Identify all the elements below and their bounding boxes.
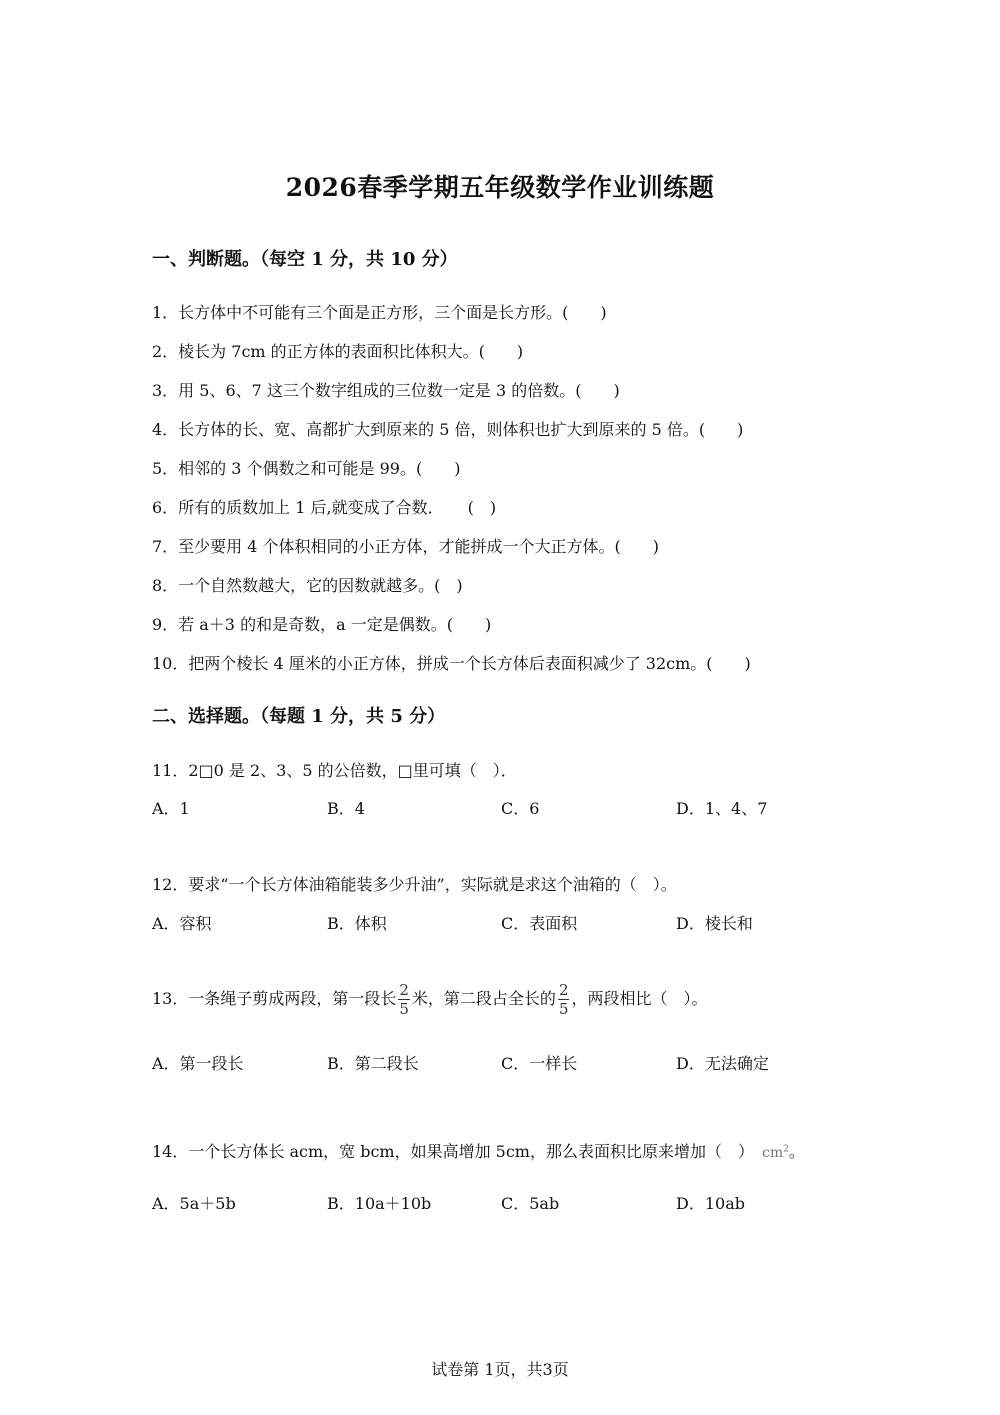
q14-text: 14．一个长方体长 acm，宽 bcm，如果高增加 5cm，那么表面积比原来增加（ ）: [152, 1142, 754, 1161]
judge-item-9: 9．若 a＋3 的和是奇数，a 一定是偶数。( ): [152, 615, 492, 634]
q13-text-part1: 13．一条绳子剪成两段，第一段长: [152, 989, 397, 1008]
judge-item-4: 4．长方体的长、宽、高都扩大到原来的 5 倍，则体积也扩大到原来的 5 倍。( ): [152, 420, 744, 439]
q11-option-d: D．1、4、7: [676, 799, 768, 818]
q11-option-b: B．4: [327, 799, 365, 818]
q11-option-a: A．1: [152, 799, 190, 818]
q13-option-b: B．第二段长: [327, 1054, 419, 1073]
q13-option-a: A．第一段长: [152, 1054, 244, 1073]
q14-end: 。: [788, 1142, 805, 1161]
judge-item-3: 3．用 5、6、7 这三个数字组成的三位数一定是 3 的倍数。( ): [152, 381, 620, 400]
judge-item-1: 1．长方体中不可能有三个面是正方形，三个面是长方形。( ): [152, 303, 607, 322]
unit-square-cm: $cm^2$: [761, 1144, 789, 1161]
section1-heading: 一、判断题。（每空 1 分，共 10 分）: [152, 249, 458, 270]
fraction-two-fifths: [558, 981, 570, 1018]
question-14: [152, 1139, 805, 1162]
q14-option-c: C．5ab: [501, 1194, 560, 1213]
page-footer: 试卷第 1页，共3页: [431, 1360, 569, 1379]
fraction-numerator: 2: [558, 981, 569, 999]
fraction-two-fifths: [398, 981, 410, 1018]
q12-option-c: C．表面积: [501, 914, 578, 933]
question-11: 11．2□0 是 2、3、5 的公倍数，□里可填（ ）．: [152, 761, 517, 780]
q13-option-c: C．一样长: [501, 1054, 578, 1073]
q14-option-d: D．10ab: [676, 1194, 745, 1213]
fraction-denominator: 5: [399, 1000, 409, 1018]
judge-item-5: 5．相邻的 3 个偶数之和可能是 99。( ): [152, 459, 461, 478]
question-13: [152, 981, 708, 1018]
judge-item-7: 7．至少要用 4 个体积相同的小正方体，才能拼成一个大正方体。( ): [152, 537, 660, 556]
q13-text-part2: 米，第二段占全长的: [411, 989, 556, 1008]
judge-item-10: 10．把两个棱长 4 厘米的小正方体，拼成一个长方体后表面积减少了 32cm。( ): [152, 654, 751, 673]
q11-option-c: C．6: [501, 799, 540, 818]
page-title: 2026春季学期五年级数学作业训练题: [285, 173, 715, 202]
judge-item-8: 8．一个自然数越大，它的因数就越多。( ): [152, 576, 463, 595]
q12-option-b: B．体积: [327, 914, 387, 933]
fraction-numerator: 2: [399, 981, 409, 999]
section2-heading: 二、选择题。（每题 1 分，共 5 分）: [152, 706, 446, 727]
judge-item-6: 6．所有的质数加上 1 后,就变成了合数． ( ): [152, 498, 497, 517]
judge-item-2: 2．棱长为 7cm 的正方体的表面积比体积大。( ): [152, 342, 524, 361]
q12-option-a: A．容积: [152, 914, 212, 933]
q14-option-b: B．10a＋10b: [327, 1194, 432, 1213]
q12-option-d: D．棱长和: [676, 914, 753, 933]
fraction-denominator: 5: [558, 1000, 569, 1018]
q13-option-d: D．无法确定: [676, 1054, 769, 1073]
q13-text-part3: ，两段相比（ ）。: [571, 989, 708, 1008]
question-12: 12．要求“一个长方体油箱能装多少升油”，实际就是求这个油箱的（ ）。: [152, 875, 677, 894]
q14-option-a: A．5a＋5b: [152, 1194, 236, 1213]
